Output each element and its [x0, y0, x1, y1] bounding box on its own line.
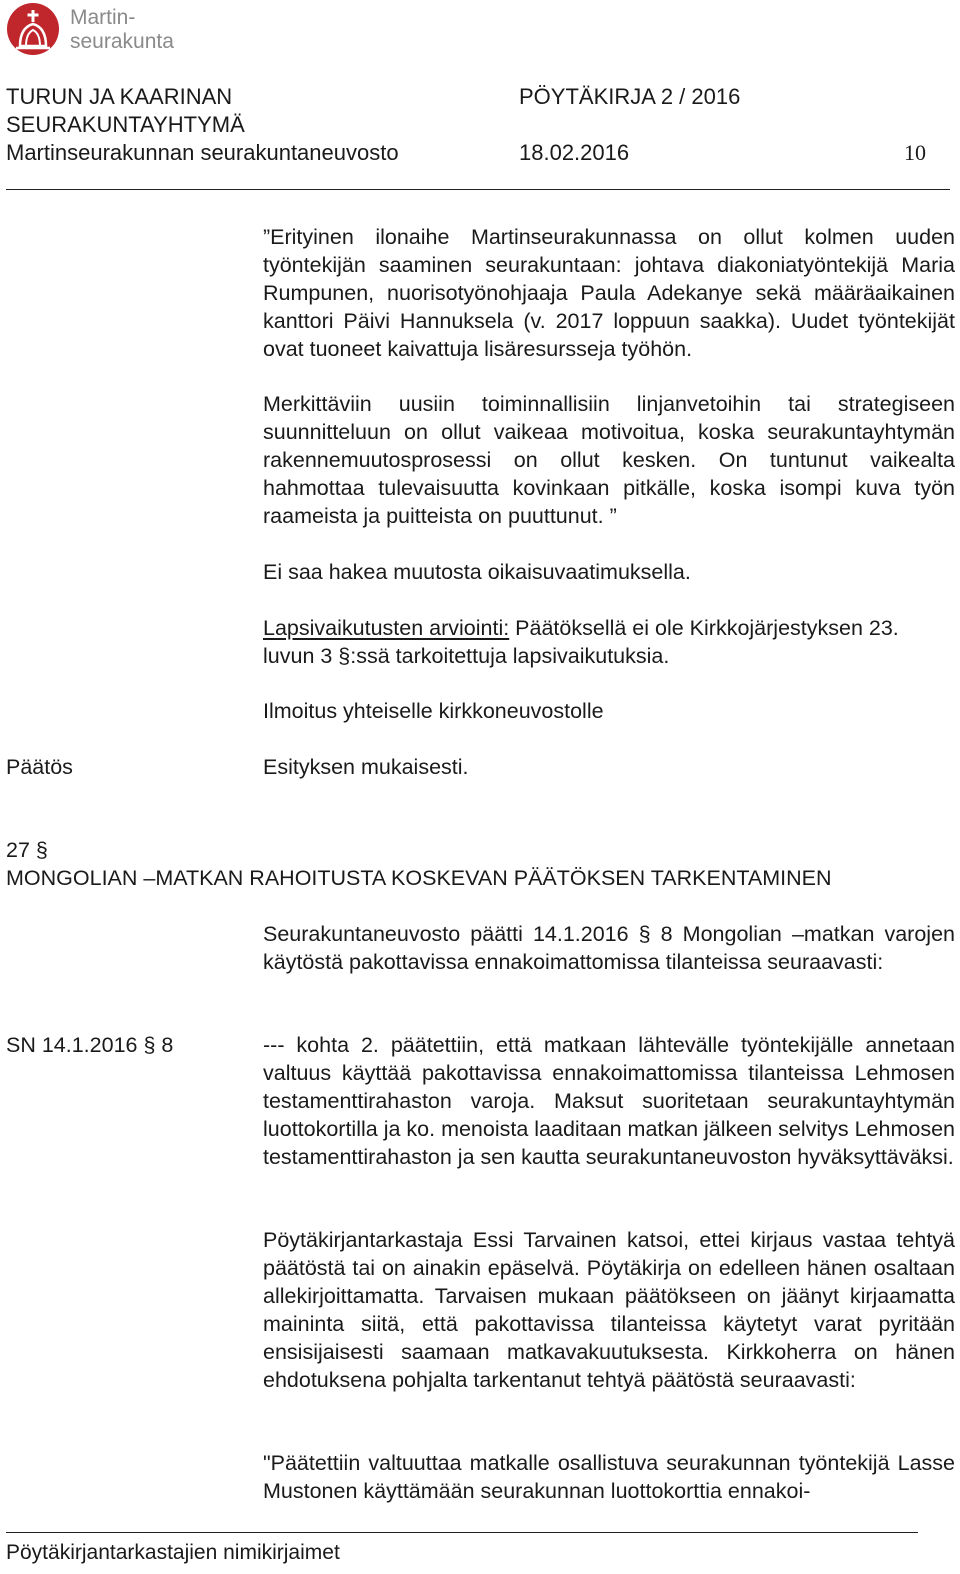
quote-paragraph-2: Merkittäviin uusiin toiminnallisiin linjanvetoihin tai strategiseen suunnitteluun on ollut vaikeaa motivoitua, koska seurakuntayhtymän rakennemuutosprosessi on ollut kesken. On tuntunut vaikealta hahmottaa tulevaisuutta kovinkaan pitkälle, koska isompi kuva työn raameista ja puitteista on puuttunut. ”: [263, 392, 955, 528]
org-name-line2: SEURAKUNTAYHTYMÄ: [6, 112, 245, 137]
section-intro: Seurakuntaneuvosto päätti 14.1.2016 § 8 Mongolian –matkan varojen käytöstä pakottavissa ennakoimattomissa tilanteissa seuraavasti:: [263, 922, 955, 974]
decision-label: Päätös: [6, 755, 73, 779]
org-name-line1: TURUN JA KAARINAN: [6, 84, 233, 109]
child-impact-label: Lapsivaikutusten arviointi:: [263, 616, 510, 640]
sn-reference-label: SN 14.1.2016 § 8: [6, 1033, 174, 1057]
child-impact-assessment: [263, 614, 955, 670]
quote-paragraph-1: ”Erityinen ilonaihe Martinseurakunnassa on ollut kolmen uuden työntekijän saaminen seurakuntaan: johtava diakoniatyöntekijä Maria Rumpunen, nuorisotyönohjaaja Paula Adekanye sekä määräaikainen kanttori Päivi Hannuksela (v. 2017 loppuun saakka). Uudet työntekijät ovat tuoneet kaivattuja lisäresursseja työhön.: [263, 225, 955, 361]
meeting-date: 18.02.2016: [519, 140, 630, 165]
logo-line2: seurakunta: [70, 30, 174, 53]
notice-line: Ilmoitus yhteiselle kirkkoneuvostolle: [263, 699, 604, 723]
appeal-note: Ei saa hakea muutosta oikaisuvaatimuksella.: [263, 560, 691, 584]
proposal-paragraph: "Päätettiin valtuuttaa matkalle osallistuva seurakunnan työntekijä Lasse Mustonen käyttämään seurakunnan luottokorttia ennakoi-: [263, 1451, 955, 1503]
section-number: 27 §: [6, 838, 48, 862]
footer-divider: [6, 1532, 918, 1533]
logo-line1: Martin-: [70, 6, 136, 29]
reviewer-paragraph: Pöytäkirjantarkastaja Essi Tarvainen katsoi, ettei kirjaus vastaa tehtyä päätöstä tai on ainakin epäselvä. Pöytäkirja on edelleen hänen osaltaan allekirjoittamatta. Tarvaisen mukaan päätökseen on jäänyt kirjaamatta maininta siitä, että pakottavissa tilanteissa käytetyt varat pyritään ensisijaisesti saamaan matkavakuutuksesta. Kirkkoherra on hänen ehdotuksena pohjalta tarkentanut tehtyä päätöstä seuraavasti:: [263, 1228, 955, 1392]
section-title: MONGOLIAN –MATKAN RAHOITUSTA KOSKEVAN PÄÄTÖKSEN TARKENTAMINEN: [6, 866, 832, 890]
church-logo-icon: [6, 2, 60, 56]
child-impact-text: Päätöksellä ei ole Kirkkojärjestyksen 23. luvun 3 §:ssä tarkoitettuja lapsivaikutuksia.: [263, 616, 899, 668]
logo: [6, 2, 206, 58]
footer-initials-label: Pöytäkirjantarkastajien nimikirjaimet: [6, 1541, 340, 1564]
sn-reference-text: --- kohta 2. päätettiin, että matkaan lähtevälle työntekijälle annetaan valtuus käyttää pakottavissa ennakoimattomissa tilanteissa Lehmosen testamenttirahaston varoja. Maksut suoritetaan seurakuntayhtymän luottokortilla ja ko. menoista laaditaan matkan jälkeen selvitys Lehmosen testamenttirahaston ja sen kautta seurakuntaneuvoston hyväksyttäväksi.: [263, 1033, 955, 1169]
decision-text: Esityksen mukaisesti.: [263, 755, 469, 779]
logo-wordmark: [70, 6, 174, 54]
header-divider: [6, 189, 950, 190]
page-number: 10: [904, 140, 926, 165]
governing-body: Martinseurakunnan seurakuntaneuvosto: [6, 140, 399, 165]
document-title: PÖYTÄKIRJA 2 / 2016: [519, 84, 741, 109]
